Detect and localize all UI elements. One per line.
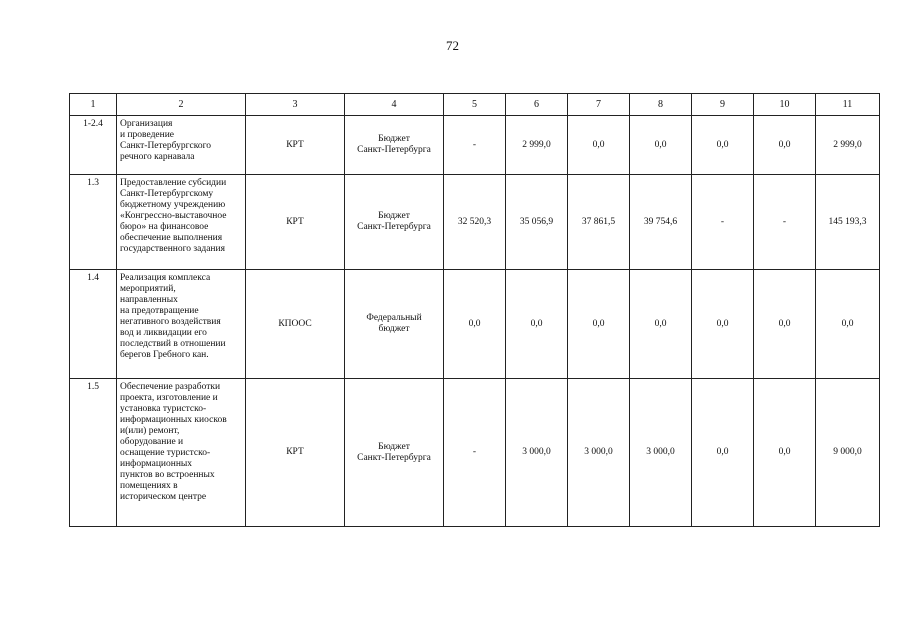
value-cell: 37 861,5 [568,175,630,270]
value-cell: 0,0 [692,116,754,175]
value-cell: - [692,175,754,270]
column-header: 9 [692,94,754,116]
page-number: 72 [446,38,459,53]
activity-name: Предоставление субсидии Санкт-Петербургскому бюджетному учреждению «Конгрессно-выставочное бюро» на финансовое обеспечение выполнения государственного задания [117,175,246,270]
table-row [70,116,880,175]
table-header-row [70,94,880,116]
value-cell: 0,0 [506,270,568,379]
value-cell: 35 056,9 [506,175,568,270]
column-header: 7 [568,94,630,116]
value-cell: 0,0 [630,116,692,175]
value-cell: 32 520,3 [444,175,506,270]
column-header: 5 [444,94,506,116]
value-cell: 3 000,0 [568,379,630,527]
funding-source-cell: Бюджет Санкт-Петербурга [345,175,444,270]
value-cell: 0,0 [630,270,692,379]
total-cell: 0,0 [816,270,880,379]
total-cell: 2 999,0 [816,116,880,175]
value-cell: 0,0 [692,379,754,527]
executor-cell: КРТ [246,379,345,527]
data-table [69,93,880,527]
funding-source-cell: Бюджет Санкт-Петербурга [345,379,444,527]
activity-name: Организация и проведение Санкт-Петербургского речного карнавала [117,116,246,175]
total-cell: 145 193,3 [816,175,880,270]
column-header: 10 [754,94,816,116]
value-cell: 0,0 [692,270,754,379]
value-cell: - [444,379,506,527]
column-header: 3 [246,94,345,116]
value-cell: 3 000,0 [506,379,568,527]
activity-name: Обеспечение разработки проекта, изготовление и установка туристско- информационных киосков и(или) ремонт, оборудование и оснащение туристско- информационных пунктов во встроенных помещениях в историческом центре [117,379,246,527]
column-header: 1 [70,94,117,116]
value-cell: 39 754,6 [630,175,692,270]
funding-source-cell: Бюджет Санкт-Петербурга [345,116,444,175]
row-number: 1-2.4 [70,116,117,175]
funding-source-cell: Федеральный бюджет [345,270,444,379]
value-cell: - [444,116,506,175]
column-header: 8 [630,94,692,116]
total-cell: 9 000,0 [816,379,880,527]
value-cell: 0,0 [568,116,630,175]
executor-cell: КРТ [246,175,345,270]
column-header: 11 [816,94,880,116]
row-number: 1.3 [70,175,117,270]
table-row [70,270,880,379]
row-number: 1.4 [70,270,117,379]
row-number: 1.5 [70,379,117,527]
value-cell: 0,0 [444,270,506,379]
value-cell: 0,0 [754,379,816,527]
value-cell: 3 000,0 [630,379,692,527]
value-cell: 0,0 [754,116,816,175]
table-row [70,175,880,270]
table-row [70,379,880,527]
activity-name: Реализация комплекса мероприятий, направленных на предотвращение негативного воздействия вод и ликвидации его последствий в отношении берегов Гребного кан. [117,270,246,379]
value-cell: 0,0 [754,270,816,379]
column-header: 4 [345,94,444,116]
column-header: 2 [117,94,246,116]
value-cell: 0,0 [568,270,630,379]
executor-cell: КПООС [246,270,345,379]
value-cell: 2 999,0 [506,116,568,175]
column-header: 6 [506,94,568,116]
executor-cell: КРТ [246,116,345,175]
value-cell: - [754,175,816,270]
